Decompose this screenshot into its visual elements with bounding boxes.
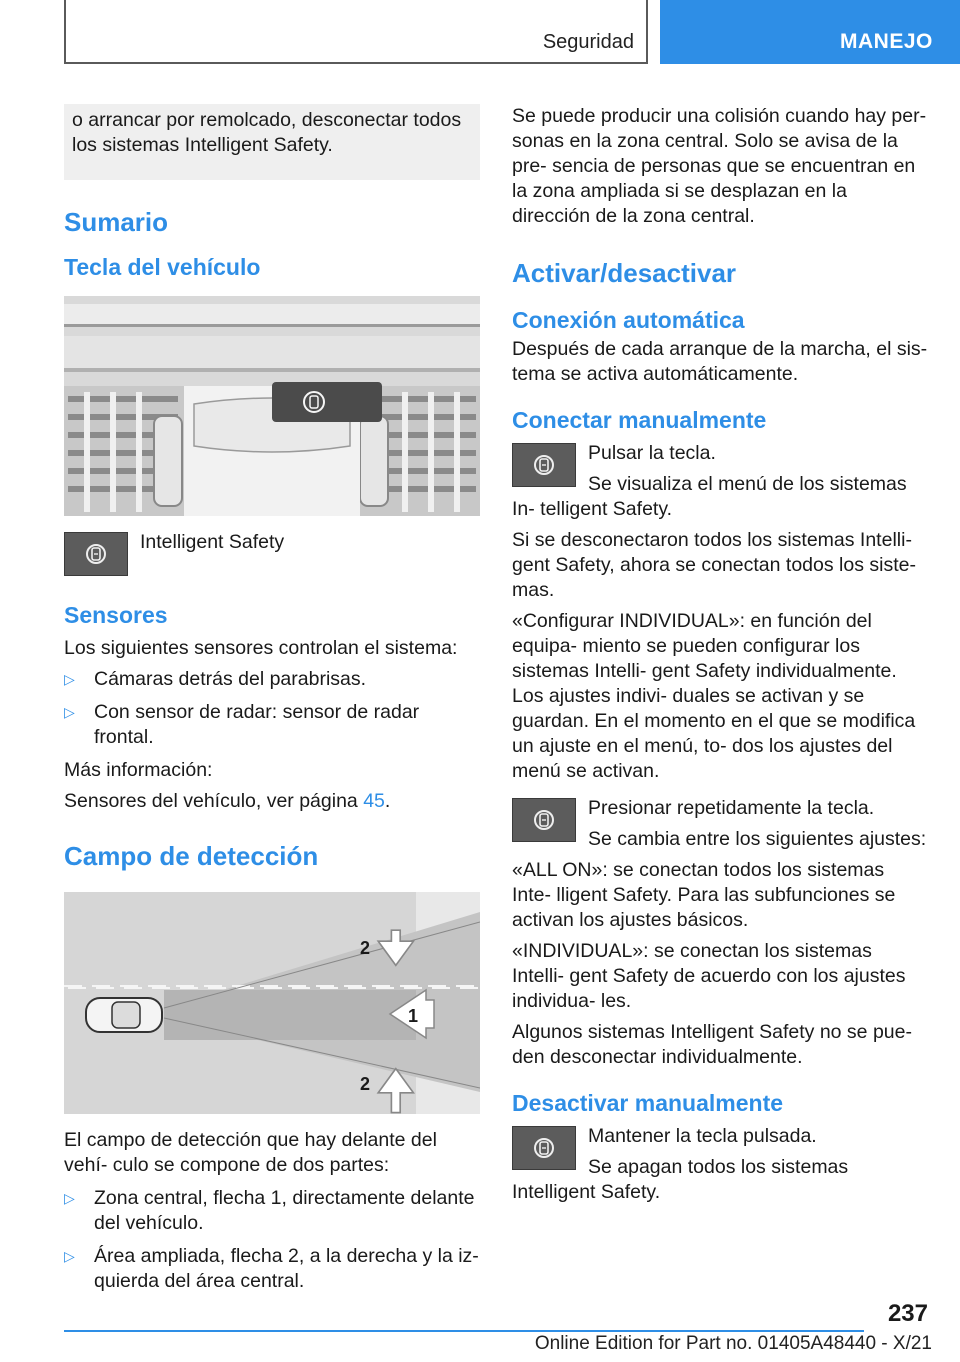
conexion-text: Después de cada arranque de la marcha, el sis- tema se activa automáticamente. <box>512 338 928 385</box>
triangle-right-icon: ▷ <box>64 704 75 720</box>
intro-text: Se puede producir una colisión cuando hay per- sonas en la zona central. Solo se avisa de la pre- sencia de personas que se encuentran en la zona ampliada si se desplazan en la dirección de la zona central. <box>512 105 927 227</box>
sensores-reference: Sensores del vehículo, ver página 45. <box>64 790 391 812</box>
individual-text: «INDIVIDUAL»: se conectan los sistemas Intelli- gent Safety de acuerdo con los ajustes individua- les. <box>512 940 906 1012</box>
all-on-text: «ALL ON»: se conectan todos los sistemas Inte- lligent Safety. Para las subfunciones se activan los ajustes básicos. <box>512 859 896 931</box>
heading-conectar: Conectar manualmente <box>512 407 767 433</box>
header-section-title: Seguridad <box>542 31 634 53</box>
footer-rule <box>64 1330 864 1332</box>
detection-field-figure <box>64 892 480 1114</box>
intelligent-safety-icon <box>512 798 576 842</box>
list-item: ▷ Con sensor de radar: sensor de radar frontal. <box>64 701 420 748</box>
sensores-list <box>64 667 480 750</box>
list-item: ▷ Cámaras detrás del parabrisas. <box>64 668 367 690</box>
list-item: ▷ Área ampliada, flecha 2, a la derecha y la iz- quierda del área central. <box>64 1245 479 1292</box>
presionar-text: Presionar repetidamente la tecla. <box>588 797 875 819</box>
intelligent-safety-icon <box>512 1126 576 1170</box>
triangle-right-icon: ▷ <box>64 671 75 687</box>
arrow-2-top-label: 2 <box>360 938 371 958</box>
key-legend-row <box>64 530 480 578</box>
page-number: 237 <box>887 1300 928 1327</box>
arrow-2-bottom-label: 2 <box>360 1074 371 1094</box>
key-caption: Intelligent Safety <box>140 531 285 553</box>
configurar-text: «Configurar INDIVIDUAL»: en función del equipa- miento se pueden configurar los sistemas Intelli- gent Safety individualmente. Los ajustes indivi- duales se activan y se guardan. En el momento en el que se modifica un ajuste en el menú, to- dos los ajustes del menú se activan. <box>512 610 916 782</box>
apagan-text: Se apagan todos los sistemas Intelligent Safety. <box>512 1156 849 1203</box>
cambia-text: Se cambia entre los siguientes ajustes: <box>588 828 927 850</box>
page-link[interactable]: 45 <box>363 790 385 812</box>
campo-list <box>64 1186 480 1294</box>
heading-desactivar: Desactivar manualmente <box>512 1090 784 1116</box>
sensores-intro: Los siguientes sensores controlan el sistema: <box>64 637 458 659</box>
heading-campo: Campo de detección <box>64 841 319 871</box>
header-chapter-tab: MANEJO <box>660 0 960 64</box>
intelligent-safety-icon <box>512 443 576 487</box>
triangle-right-icon: ▷ <box>64 1248 75 1264</box>
heading-activar: Activar/desactivar <box>512 258 737 288</box>
mas-info: Más información: <box>64 759 213 781</box>
visualiza-text: Se visualiza el menú de los sistemas In- telligent Safety. <box>512 473 907 520</box>
algunos-text: Algunos sistemas Intelligent Safety no se pue- den desconectar individualmente. <box>512 1021 912 1068</box>
key-row-mantener <box>512 1124 928 1205</box>
pulsar-text: Pulsar la tecla. <box>588 442 716 464</box>
heading-sensores: Sensores <box>64 602 168 628</box>
footer-edition: Online Edition for Part no. 01405A48440 - X/21 <box>534 1333 932 1354</box>
key-row-pulsar <box>512 441 928 522</box>
si-desconectaron-text: Si se desconectaron todos los sistemas Intelli- gent Safety, ahora se conectan todos los siste- mas. <box>512 529 916 601</box>
left-column <box>64 104 480 1302</box>
arrow-1-label: 1 <box>408 1006 419 1026</box>
dashboard-key-figure <box>64 296 480 516</box>
list-item: ▷ Zona central, flecha 1, directamente delante del vehículo. <box>64 1187 475 1234</box>
right-column <box>512 104 928 1211</box>
note-text: o arrancar por remolcado, desconectar todos los sistemas Intelligent Safety. <box>72 109 462 156</box>
mantener-text: Mantener la tecla pulsada. <box>588 1125 817 1147</box>
key-row-presionar <box>512 796 928 852</box>
heading-sumario: Sumario <box>64 207 169 237</box>
triangle-right-icon: ▷ <box>64 1190 75 1206</box>
campo-text: El campo de detección que hay delante del vehí- culo se compone de dos partes: <box>64 1129 437 1176</box>
heading-tecla: Tecla del vehículo <box>64 254 261 280</box>
note-box <box>64 104 480 180</box>
heading-conexion: Conexión automática <box>512 307 745 333</box>
intelligent-safety-icon <box>64 532 128 576</box>
